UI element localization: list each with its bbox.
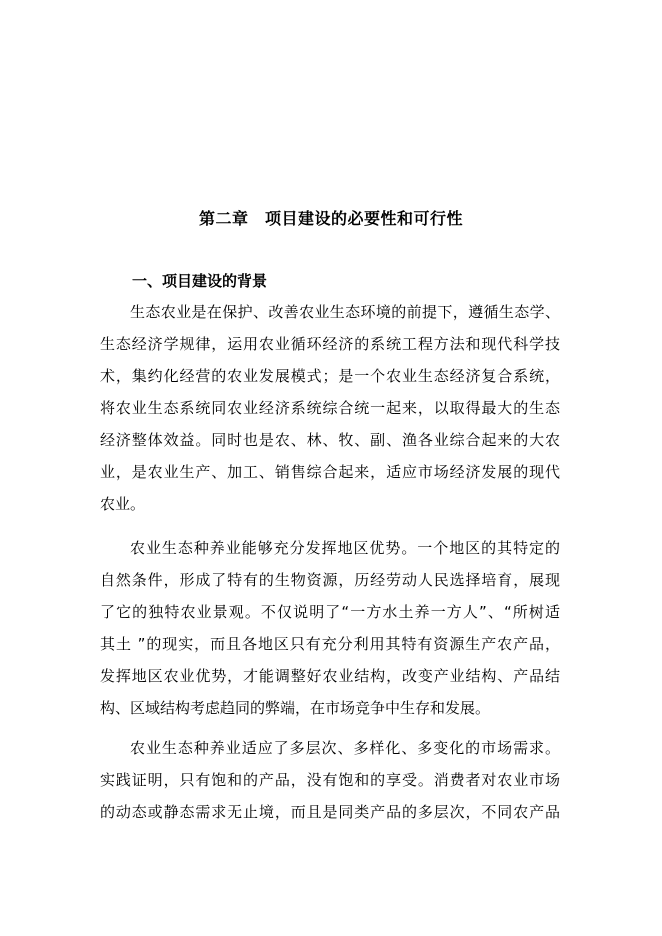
- paragraph-1: [100, 296, 560, 520]
- paragraph-2: [100, 532, 560, 724]
- paragraph-line: 农业生态种养业适应了多层次、多样化、多变化的市场需求。: [130, 739, 560, 757]
- paragraph-line: 生态农业是在保护、改善农业生态环境的前提下，遵循生态学、: [130, 303, 560, 321]
- paragraph-line: 农业生态种养业能够充分发挥地区优势。一个地区的其特定的: [130, 539, 560, 557]
- paragraph-3: [100, 732, 560, 828]
- paragraph-line: 发挥地区农业优势，才能调整好农业结构，改变产业结构、产品结: [100, 667, 560, 685]
- paragraph-line: 业，是农业生产、加工、销售综合起来，适应市场经济发展的现代: [100, 463, 560, 481]
- paragraph-line: 自然条件，形成了特有的生物资源，历经劳动人民选择培育，展现: [100, 571, 560, 589]
- paragraph-line: 实践证明，只有饱和的产品，没有饱和的享受。消费者对农业市场: [100, 771, 560, 789]
- paragraph-line: 其土 ”的现实，而且各地区只有充分利用其特有资源生产农产品，: [100, 635, 560, 653]
- paragraph-line: 了它的独特农业景观。不仅说明了“一方水土养一方人”、“所树适: [100, 603, 560, 621]
- paragraph-line: 经济整体效益。同时也是农、林、牧、副、渔各业综合起来的大农: [100, 431, 560, 449]
- paragraph-line: 生态经济学规律，运用农业循环经济的系统工程方法和现代科学技: [100, 335, 560, 353]
- chapter-title: 第二章 项目建设的必要性和可行性: [198, 209, 463, 228]
- paragraph-line: 构、区域结构考虑趋同的弊端，在市场竞争中生存和发展。: [100, 699, 491, 717]
- paragraph-line: 术，集约化经营的农业发展模式；是一个农业生态经济复合系统，: [100, 367, 560, 385]
- section-heading: 一、项目建设的背景: [132, 272, 268, 290]
- paragraph-line: 农业。: [100, 495, 146, 513]
- paragraph-line: 的动态或静态需求无止境，而且是同类产品的多层次，不同农产品: [100, 803, 560, 821]
- paragraph-line: 将农业生态系统同农业经济系统综合统一起来，以取得最大的生态: [100, 399, 560, 417]
